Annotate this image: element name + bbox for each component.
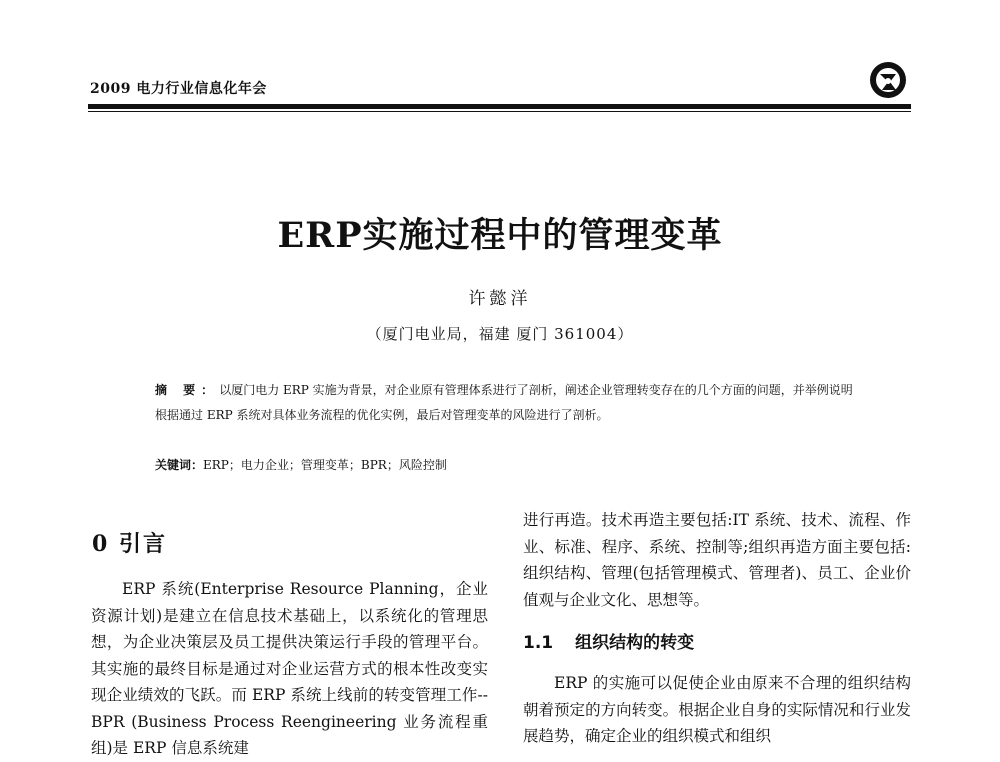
header-rule-thin (88, 111, 911, 112)
abstract-label: 摘 要： (155, 383, 220, 397)
intro-paragraph: ERP 系统(Enterprise Resource Planning，企业资源计划)是建立在信息技术基础上，以系统化的管理思想，为企业决策层及员工提供决策运行手段的管理平台。其实施的最终目标是通过对企业运营方式的根本性改变实现企业绩效的飞跃。而 ERP 系统上线前的转变管理工作--BPR (Business Process Reengineering 业务流程重组)是 ERP 信息系统建 (91, 580, 488, 757)
abstract-text: 以厦门电力 ERP 实施为背景，对企业原有管理体系进行了剖析，阐述企业管理转变存在的几个方面的问题，并举例说明根据通过 ERP 系统对具体业务流程的优化实例，最后对管理变革的风险进行了剖析。 (155, 383, 853, 422)
header-rule-thick (88, 104, 911, 109)
subsection-number: 1.1 (523, 633, 554, 653)
right-column-body (523, 670, 911, 750)
keywords-text: ERP；电力企业；管理变革；BPR；风险控制 (203, 458, 447, 472)
org-structure-paragraph: ERP 的实施可以促使企业由原来不合理的组织结构朝着预定的方向转变。根据企业自身的实际情况和行业发展趋势，确定企业的组织模式和组织 (523, 674, 911, 745)
continuation-paragraph: 进行再造。技术再造主要包括:IT 系统、技术、流程、作业、标准、程序、系统、控制等;组织再造方面主要包括:组织结构、管理(包括管理模式、管理者)、员工、企业价值观与企业文化、思想等。 (523, 511, 911, 609)
author-name: 许懿洋 (468, 289, 532, 309)
right-column-continuation (523, 507, 911, 613)
subsection-heading (523, 628, 694, 653)
author-affiliation: （厦门电业局，福建 厦门 361004） (366, 325, 634, 343)
abstract (155, 378, 855, 428)
paper-title: ERP实施过程中的管理变革 (277, 215, 723, 256)
subsection-title: 组织结构的转变 (575, 633, 695, 653)
conference-header: 2009 电力行业信息化年会 (90, 81, 267, 97)
keywords-label: 关键词： (155, 458, 204, 472)
section-heading-introduction: 0 引言 (92, 531, 167, 557)
conference-logo-icon (868, 60, 908, 100)
keywords (155, 455, 855, 475)
left-column (91, 576, 488, 762)
